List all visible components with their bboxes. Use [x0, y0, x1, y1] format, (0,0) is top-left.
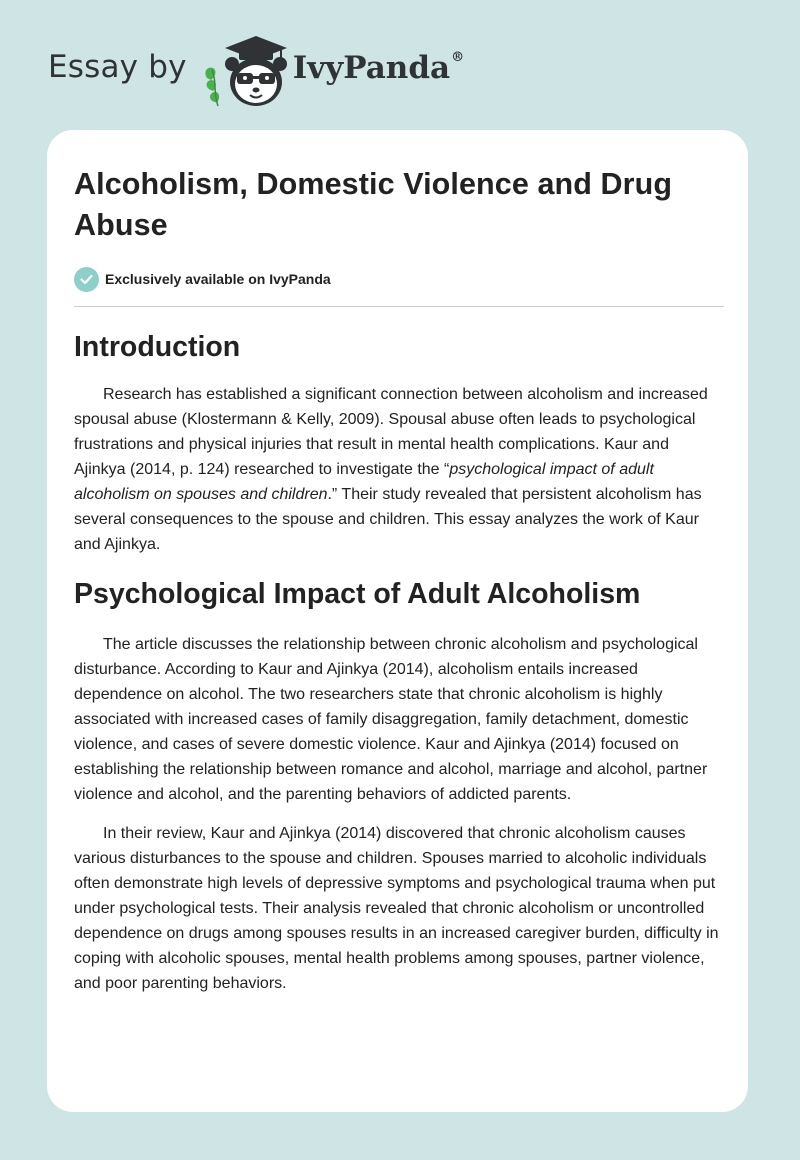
- section-heading-introduction: Introduction: [74, 331, 241, 363]
- exclusive-badge: [74, 266, 724, 292]
- article-card: [47, 130, 748, 1112]
- intro-text-after-quote: .” Their study revealed that persistent alcoholism has several consequences to the spouse and children. This essay analyzes the work of Kaur and Ajinkya.: [74, 486, 702, 553]
- panda-graduate-icon[interactable]: [201, 30, 291, 110]
- paragraph-psychological-1: The article discusses the relationship between chronic alcoholism and psychological disturbance. According to Kaur and Ajinkya (2014), alcoholism entails increased dependence on alcohol. The two researchers state that chronic alcoholism is highly associated with increased cases of family disaggregation, family detachment, domestic violence, and cases of severe domestic violence. Kaur and Ajinkya (2014) focused on establishing the relationship between romance and alcohol, marriage and alcohol, partner violence and alcohol, and the parenting behaviors of addicted parents.: [74, 636, 708, 803]
- brand-name-text: IvyPanda: [292, 50, 451, 86]
- intro-quote: psychological impact of adult alcoholism on spouses and children: [74, 461, 654, 503]
- site-header: [48, 30, 464, 110]
- intro-text-before-quote: Research has established a significant connection between alcoholism and increased spousal abuse (Klostermann & Kelly, 2009). Spousal abuse often leads to psychological frustrations and physical injuries that result in mental health complications. Kaur and Ajinkya (2014, p. 124) researched to investigate the “: [74, 386, 708, 478]
- section-heading-psychological-impact: Psychological Impact of Adult Alcoholism: [74, 578, 641, 610]
- article-body: [74, 164, 724, 996]
- article-title: Alcoholism, Domestic Violence and Drug Abuse: [74, 167, 673, 242]
- paragraph-psychological-2: In their review, Kaur and Ajinkya (2014) discovered that chronic alcoholism causes various disturbances to the spouse and children. Spouses married to alcoholic individuals often demonstrate high levels of depressive symptoms and psychological trauma when put under psychological tests. Their analysis revealed that chronic alcoholism or uncontrolled dependence on drugs among spouses results in an increased caregiver burden, difficulty in coping with alcoholic spouses, mental health problems among spouses, partner violence, and poor parenting behaviors.: [74, 825, 719, 992]
- paragraph-introduction: [74, 382, 724, 557]
- title-divider: [74, 306, 724, 307]
- essay-by-label: Essay by: [48, 49, 187, 85]
- registered-mark: ®: [451, 49, 465, 65]
- brand-name[interactable]: [293, 50, 464, 86]
- check-icon: [74, 267, 99, 292]
- exclusive-label: Exclusively available on IvyPanda: [105, 271, 331, 287]
